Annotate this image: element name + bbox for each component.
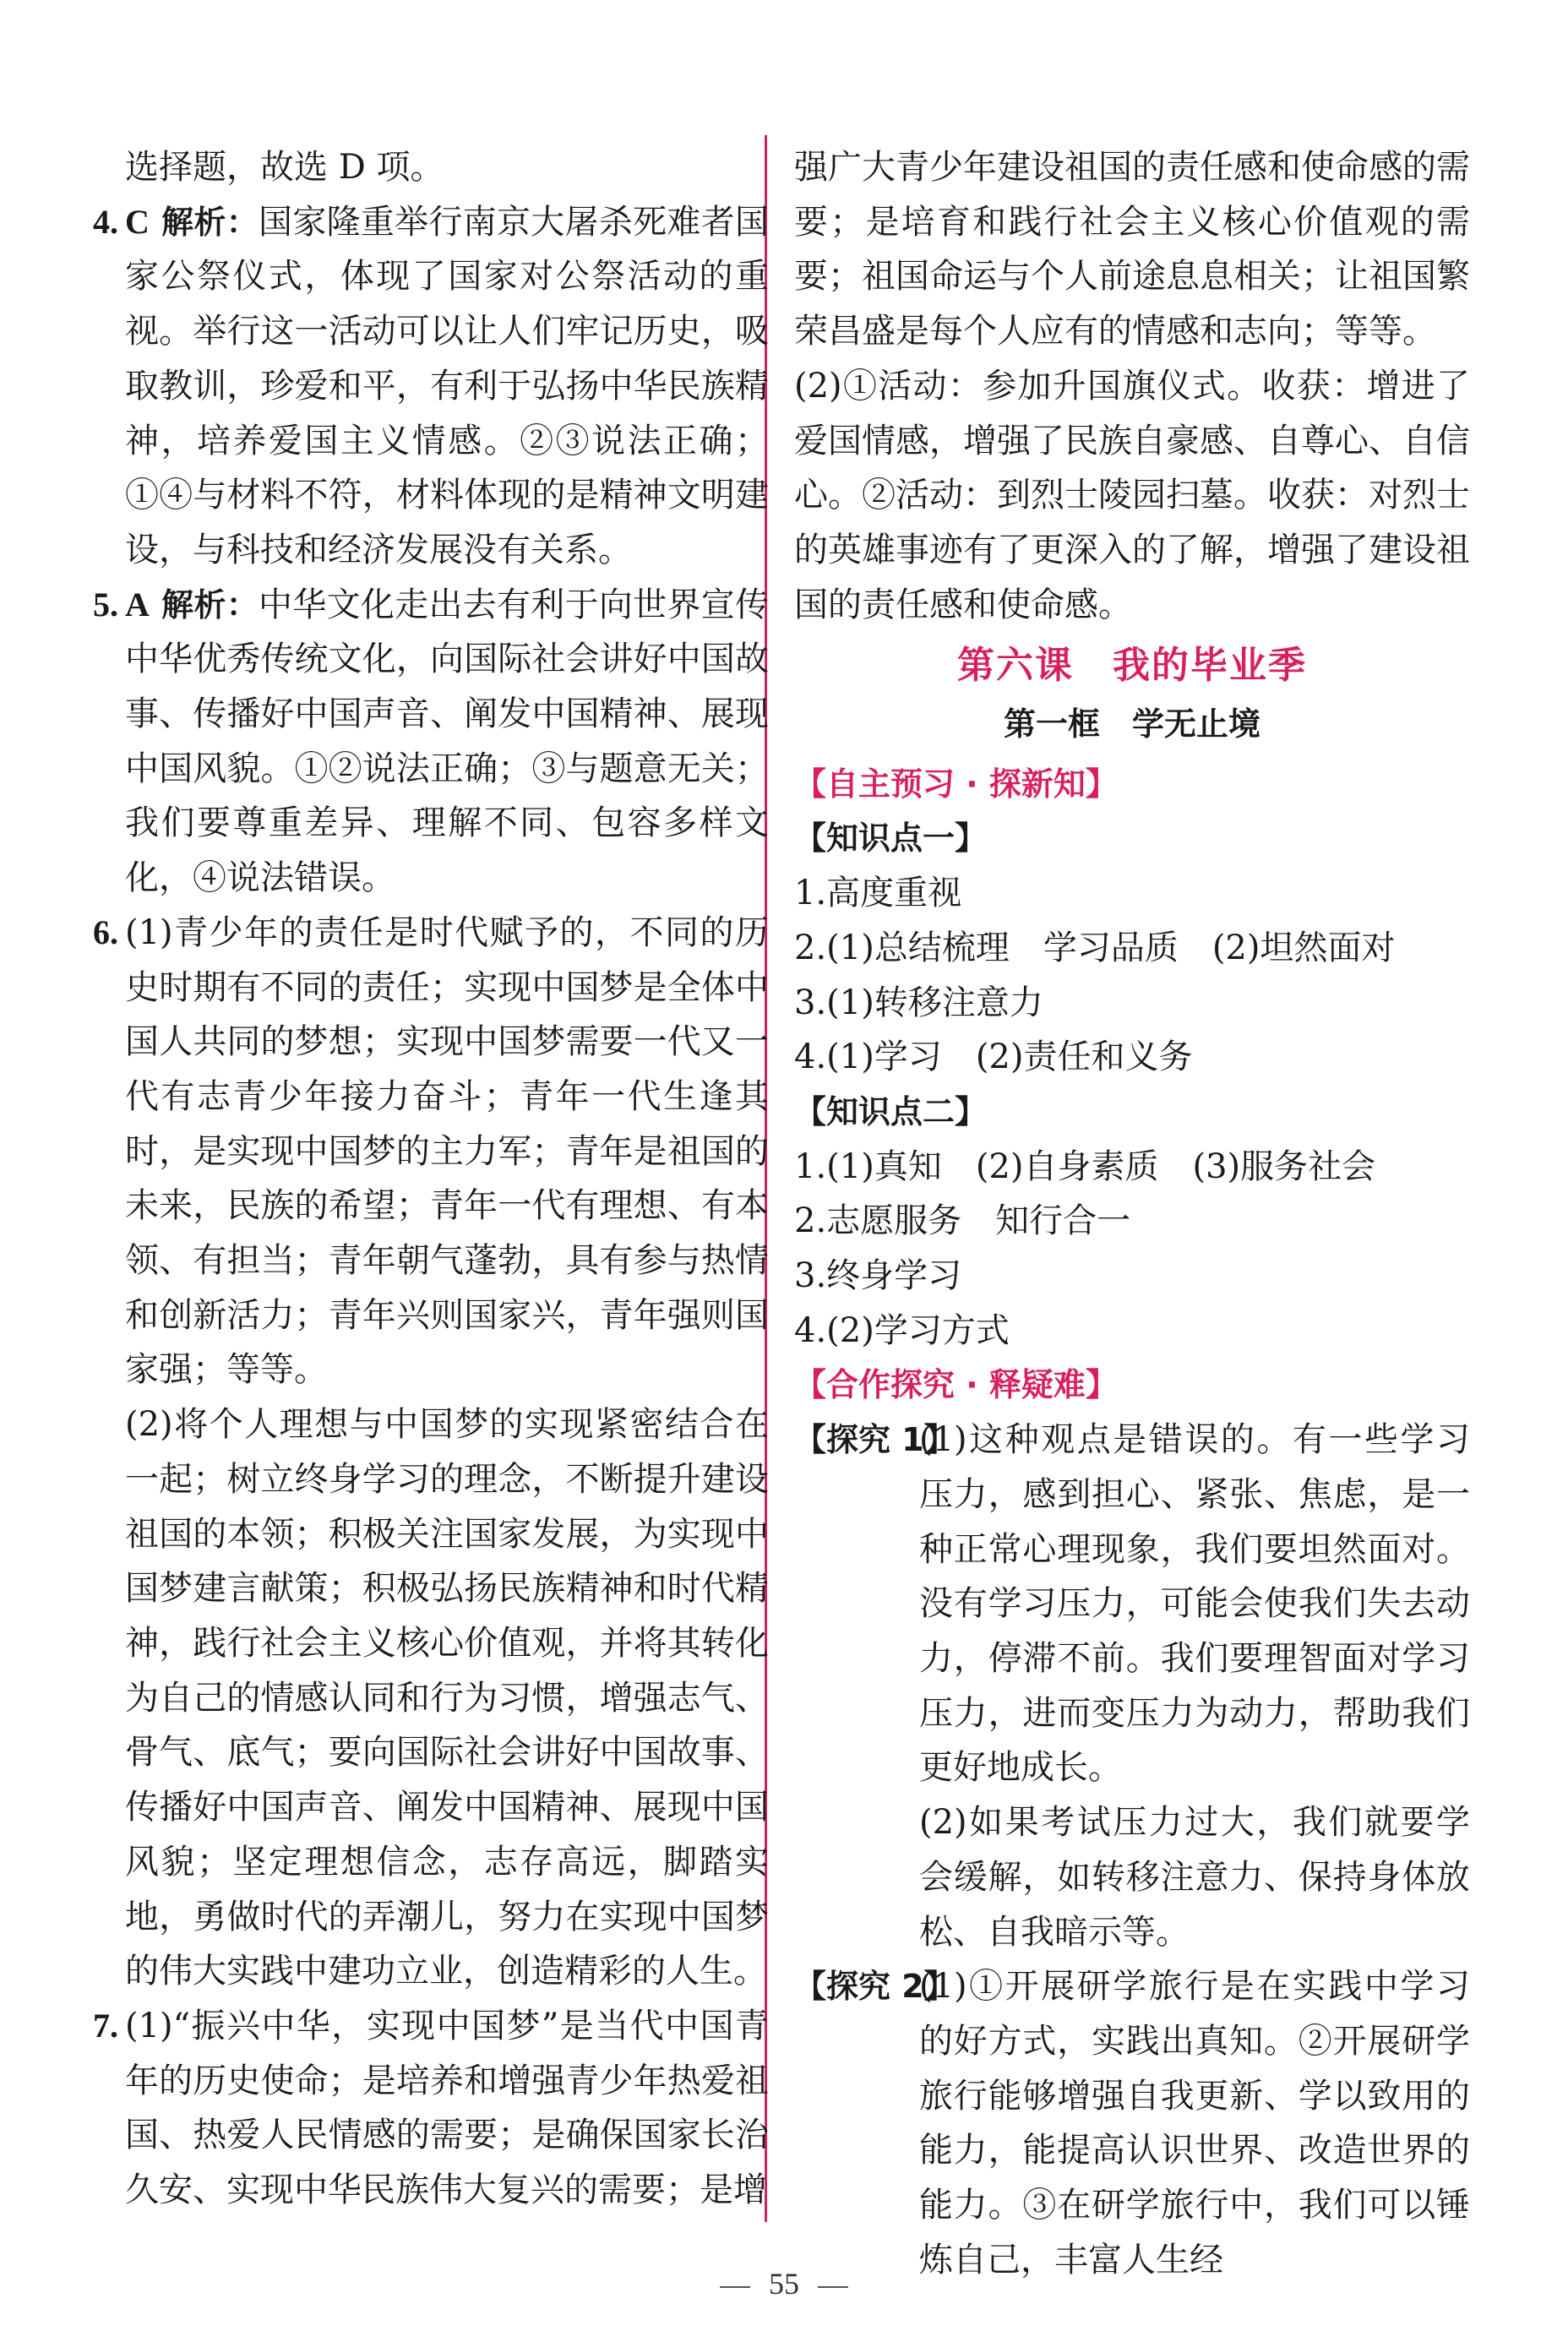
kp1-item: 3.(1)转移注意力 xyxy=(794,983,1043,1022)
footer-dash-right xyxy=(818,2286,848,2288)
analysis-text: 中华文化走出去有利于向世界宣传中华优秀传统文化，向国际社会讲好中国故事、传播好中国声音、阐发中国精神、展现中国风貌。①②说法正确；③与题意无关；我们要尊重差异、理解不同、包容多样文化，④说法错误。 xyxy=(125,585,769,898)
answer-letter: C xyxy=(125,202,150,241)
answer-letter: A xyxy=(125,585,150,624)
section-heading-preview: 【自主预习 · 探新知】 xyxy=(794,765,1118,803)
answer-part-2: (2)将个人理想与中国梦的实现紧密结合在一起；树立终身学习的理念，不断提升建设祖国的本领；积极关注国家发展，为实现中国梦建言献策；积极弘扬民族精神和时代精神，践行社会主义核心价值观，并将其转化为自己的情感认同和行为习惯，增强志气、骨气、底气；要向国际社会讲好中国故事、传播好中国声音、阐发中国精神、展现中国风貌；坚定理想信念，志存高远，脚踏实地，勇做时代的弄潮儿，努力在实现中国梦的伟大实践中建功立业，创造精彩的人生。 xyxy=(125,1405,769,1991)
answer-part-1: (1)青少年的责任是时代赋予的，不同的历史时期有不同的责任；实现中国梦是全体中国人共同的梦想；实现中国梦需要一代又一代有志青少年接力奋斗；青年一代生逢其时，是实现中国梦的主力军；青年是祖国的未来，民族的希望；青年一代有理想、有本领、有担当；青年朝气蓬勃，具有参与热情和创新活力；青年兴则国家兴，青年强则国家强；等等。 xyxy=(125,912,769,1390)
probe-2-part-1: (1)①开展研学旅行是在实践中学习的好方式，实践出真知。②开展研学旅行能够增强自我更新、学以致用的能力，能提高认识世界、改造世界的能力。③在研学旅行中，我们可以锤炼自己，丰富人生经 xyxy=(919,1967,1470,2279)
analysis-tag: 解析： xyxy=(161,586,259,624)
probe-2-label: 【探究 2】 xyxy=(794,1968,956,2006)
left-column xyxy=(93,140,769,2218)
analysis-tag: 解析： xyxy=(161,203,259,241)
question-6 xyxy=(93,906,769,1397)
question-number: 5. xyxy=(93,585,118,624)
question-5 xyxy=(93,578,769,906)
kp2-item: 2.志愿服务 知行合一 xyxy=(794,1201,1131,1241)
carry-text: 选择题，故选 D 项。 xyxy=(125,148,444,187)
analysis-text: 国家隆重举行南京大屠杀死难者国家公祭仪式，体现了国家对公祭活动的重视。举行这一活动可以让人们牢记历史，吸取教训，珍爱和平，有利于弘扬中华民族精神，培养爱国主义情感。②③说法正确；①④与材料不符，材料体现的是精神文明建设，与科技和经济发展没有关系。 xyxy=(125,202,769,569)
lesson-title: 第六课 我的毕业季 xyxy=(957,644,1307,688)
question-number: 7. xyxy=(93,2006,118,2045)
page-number: 55 xyxy=(769,2267,799,2301)
kp2-item: 4.(2)学习方式 xyxy=(794,1310,1010,1350)
question-7 xyxy=(93,1999,769,2218)
page-footer xyxy=(0,2266,1568,2301)
answer-part-1: (1)“振兴中华，实现中国梦”是当代中国青年的历史使命；是培养和增强青少年热爱祖国、热爱人民情感的需要；是确保国家长治久安、实现中华民族伟大复兴的需要；是增 xyxy=(125,2006,769,2210)
kp1-item: 1.高度重视 xyxy=(794,874,962,913)
knowledge-point-1-heading: 【知识点一】 xyxy=(794,820,988,858)
probe-1-label: 【探究 1】 xyxy=(794,1421,956,1459)
probe-1-part-2: (2)如果考试压力过大，我们就要学会缓解，如转移注意力、保持身体放松、自我暗示等。 xyxy=(919,1803,1470,1952)
kp1-item: 2.(1)总结梳理 学习品质 (2)坦然面对 xyxy=(794,928,1396,967)
question-number: 4. xyxy=(93,202,118,241)
right-column xyxy=(794,140,1470,2287)
kp1-item: 4.(1)学习 (2)责任和义务 xyxy=(794,1038,1193,1077)
footer-dash-left xyxy=(720,2286,750,2288)
q7-continuation: 强广大青少年建设祖国的责任感和使命感的需要；是培育和践行社会主义核心价值观的需要；祖国命运与个人前途息息相关；让祖国繁荣昌盛是每个人应有的情感和志向；等等。 xyxy=(794,148,1470,351)
question-4 xyxy=(93,195,769,578)
question-number: 6. xyxy=(93,912,118,951)
knowledge-point-2-heading: 【知识点二】 xyxy=(794,1092,988,1130)
probe-1 xyxy=(794,1413,1470,1795)
frame-title: 第一框 学无止境 xyxy=(1003,705,1260,743)
kp2-item: 3.终身学习 xyxy=(794,1256,962,1296)
probe-2 xyxy=(794,1959,1470,2287)
kp2-item: 1.(1)真知 (2)自身素质 (3)服务社会 xyxy=(794,1146,1376,1186)
probe-1-part-1: (1)这种观点是错误的。有一些学习压力，感到担心、紧张、焦虑，是一种正常心理现象，我们要坦然面对。没有学习压力，可能会使我们失去动力，停滞不前。我们要理智面对学习压力，进而变压力为动力，帮助我们更好地成长。 xyxy=(919,1420,1470,1788)
section-heading-explore: 【合作探究 · 释疑难】 xyxy=(794,1366,1118,1404)
q7-part-2: (2)①活动：参加升国旗仪式。收获：增进了爱国情感，增强了民族自豪感、自尊心、自信心。②活动：到烈士陵园扫墓。收获：对烈士的英雄事迹有了更深入的了解，增强了建设祖国的责任感和使命感。 xyxy=(794,366,1470,624)
